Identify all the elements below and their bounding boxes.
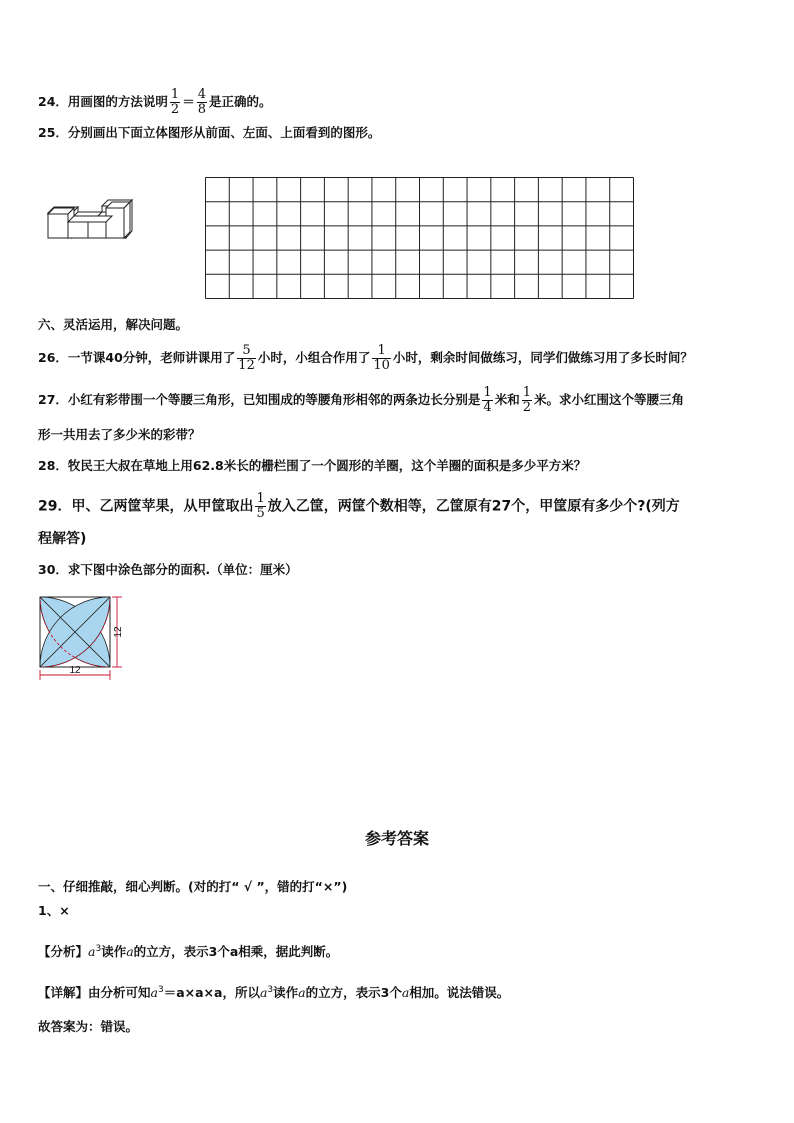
dim-right-label: 12: [113, 626, 124, 638]
question-29-cont: 程解答): [38, 531, 87, 547]
fraction-one-half-b: $\frac{1}{2}$: [522, 385, 531, 415]
dim-bottom-label: 12: [69, 665, 81, 676]
shaded-area-figure: [36, 593, 128, 683]
fraction-one-tenth: $\frac{1}{10}$: [373, 343, 390, 373]
fraction-five-twelfths: $\frac{5}{12}$: [238, 343, 255, 373]
fraction-one-half: $\frac{1}{2}$: [170, 87, 180, 117]
drawing-grid: [205, 177, 634, 299]
answer-detail: 【详解】由分析可知$a^3=a\times a\times a$，所以$a^3$读作a的立方，表示3个a相加。说法错误。: [38, 985, 510, 1001]
question-27-cont: 形一共用去了多少米的彩带？: [38, 427, 201, 442]
fraction-four-eighths: $\frac{4}{8}$: [197, 87, 206, 117]
section-6-heading: 六、灵活运用，解决问题。: [38, 317, 189, 332]
fraction-one-quarter: $\frac{1}{4}$: [483, 385, 492, 415]
question-28: 28．牧民王大叔在草地上用62.8米长的栅栏围了一个圆形的羊圈，这个羊圈的面积是多少平方米？: [38, 458, 587, 473]
answers-section-1: 一、仔细推敲，细心判断。(对的打“ √ ”，错的打“×”): [38, 879, 348, 894]
fraction-one-fifth: $\frac{1}{5}$: [256, 491, 265, 521]
answer-conclusion: 故答案为：错误。: [38, 1019, 139, 1034]
question-26: 26．一节课40分钟，老师讲课用了 $\frac{5}{12}$ 小时，小组合作用了 $\frac{1}{10}$ 小时，剩余时间做练习，同学们做练习用了多长时间？: [38, 343, 693, 373]
question-29: 29．甲、乙两筐苹果，从甲筐取出 $\frac{1}{5}$ 放入乙筐，两筐个数相等，乙筐原有27个，甲筐原有多少个?(列方: [38, 491, 680, 521]
question-30: 30．求下图中涂色部分的面积.（单位：厘米）: [38, 562, 298, 577]
cube-solid-figure: [40, 198, 135, 243]
answers-title: 参考答案: [364, 829, 429, 848]
answer-analysis: 【分析】$a^3$读作a的立方，表示3个a相乘，据此判断。: [38, 944, 339, 960]
answer-item-1: 1、×: [38, 903, 70, 918]
question-25: 25．分别画出下面立体图形从前面、左面、上面看到的图形。: [38, 125, 381, 140]
question-27: 27．小红有彩带围一个等腰三角形，已知围成的等腰角形相邻的两条边长分别是 $\frac{1}{4}$ 米和 $\frac{1}{2}$ 米。求小红围这个等腰三角: [38, 385, 684, 415]
question-24: 24．用画图的方法说明 $\frac{1}{2}$ ＝ $\frac{4}{8}$ 是正确的。: [38, 87, 272, 117]
